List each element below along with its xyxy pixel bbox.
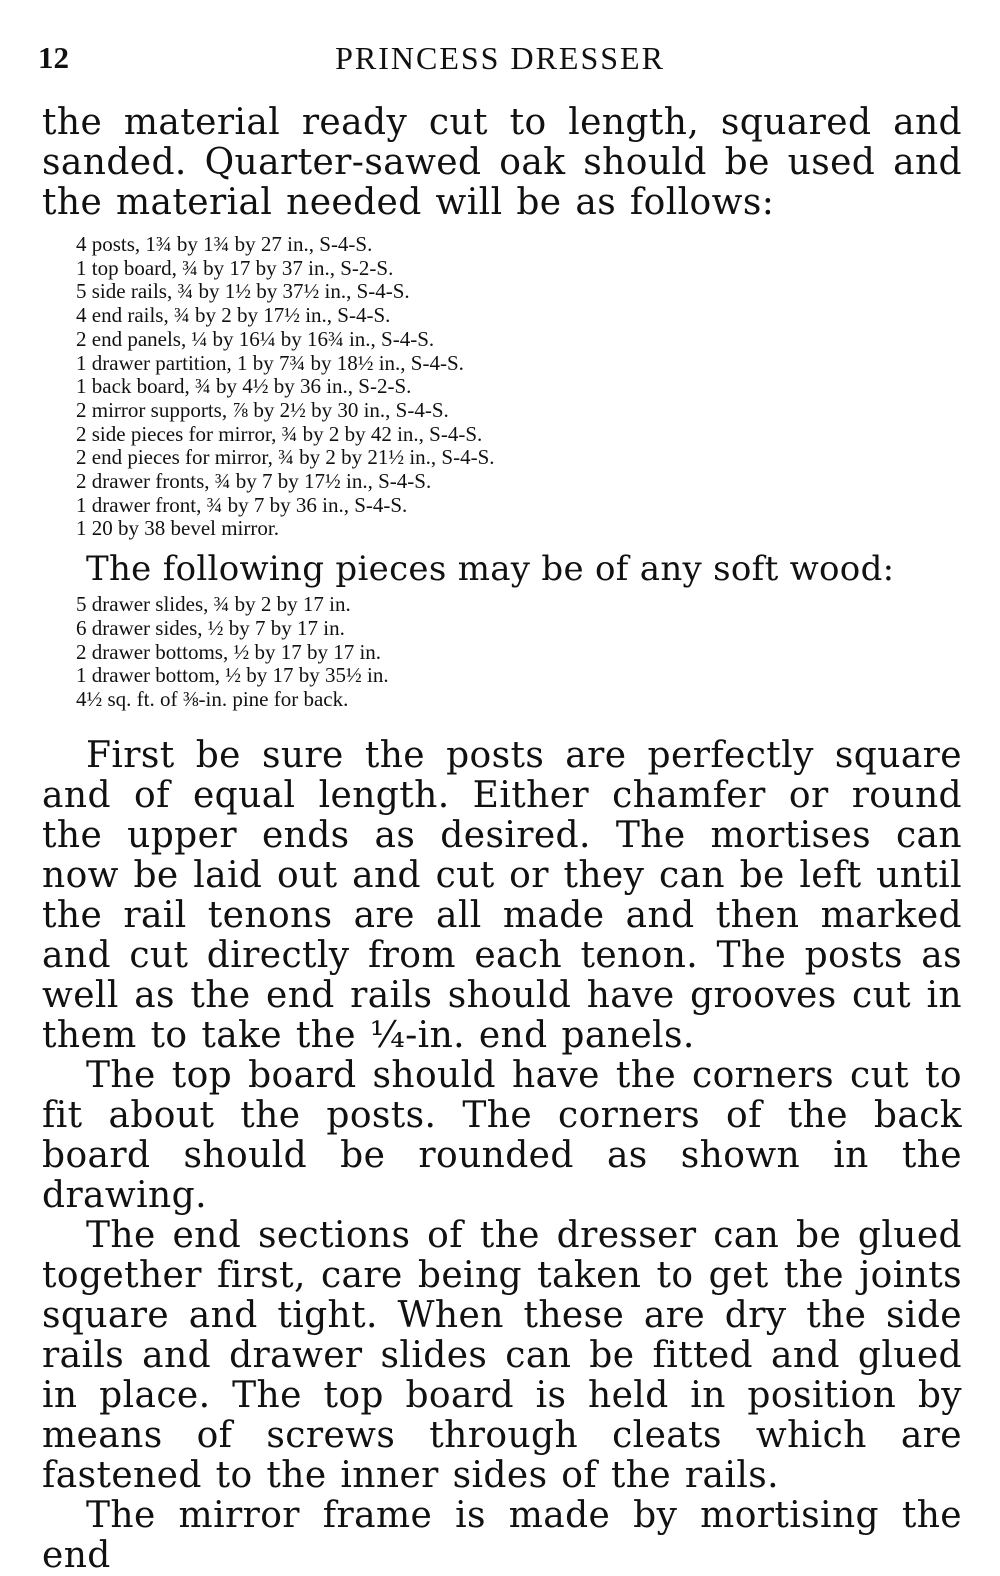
list-item: 5 drawer slides, ¾ by 2 by 17 in.	[76, 592, 351, 617]
page-number: 12	[38, 40, 69, 75]
list-item: 4 end rails, ¾ by 2 by 17½ in., S-4-S.	[76, 303, 391, 328]
list-item: 1 top board, ¾ by 17 by 37 in., S-2-S.	[76, 255, 394, 280]
page-content	[42, 103, 962, 1576]
list-item: 1 drawer partition, 1 by 7¾ by 18½ in., S-4-S.	[76, 350, 464, 375]
list-item: 1 drawer front, ¾ by 7 by 36 in., S-4-S.	[76, 492, 408, 517]
intro-paragraph: the material ready cut to length, squared and sanded. Quarter-sawed oak should be used and the material needed will be as follows:	[42, 102, 962, 223]
body-paragraph: The top board should have the corners cut to fit about the posts. The corners of the back board should be rounded as shown in the drawing.	[42, 1054, 962, 1216]
list-item: 4½ sq. ft. of ⅜-in. pine for back.	[76, 686, 349, 711]
list-item: 1 20 by 38 bevel mirror.	[76, 516, 279, 541]
soft-wood-list	[76, 593, 962, 712]
list-item: 6 drawer sides, ½ by 7 by 17 in.	[76, 615, 345, 640]
page-header	[38, 40, 962, 80]
list-item: 2 mirror supports, ⅞ by 2½ by 30 in., S-4-S.	[76, 397, 449, 422]
list-item: 2 side pieces for mirror, ¾ by 2 by 42 in., S-4-S.	[76, 421, 483, 446]
list-item: 2 end panels, ¼ by 16¼ by 16¾ in., S-4-S.	[76, 326, 435, 351]
body-paragraph: First be sure the posts are perfectly square and of equal length. Either chamfer or round the upper ends as desired. The mortises can now be laid out and cut or they can be left until the rail tenons are all made and then marked and cut directly from each tenon. The posts as well as the end rails should have grooves cut in them to take the ¼-in. end panels.	[42, 734, 962, 1056]
body-paragraph: The end sections of the dresser can be glued together first, care being taken to get the joints square and tight. When these are dry the side rails and drawer slides can be fitted and glued in place. The top board is held in position by means of screws through cleats which are fastened to the inner sides of the rails.	[42, 1214, 962, 1496]
oak-materials-list	[76, 233, 962, 541]
running-head: PRINCESS DRESSER	[335, 40, 665, 76]
list-item: 4 posts, 1¾ by 1¾ by 27 in., S-4-S.	[76, 232, 373, 256]
list-item: 2 end pieces for mirror, ¾ by 2 by 21½ in., S-4-S.	[76, 445, 495, 470]
list-item: 1 drawer bottom, ½ by 17 by 35½ in.	[76, 663, 389, 688]
list-item: 2 drawer bottoms, ½ by 17 by 17 in.	[76, 639, 382, 664]
list-item: 2 drawer fronts, ¾ by 7 by 17½ in., S-4-S.	[76, 469, 432, 494]
soft-wood-heading: The following pieces may be of any soft wood:	[86, 549, 895, 590]
list-item: 5 side rails, ¾ by 1½ by 37½ in., S-4-S.	[76, 279, 410, 304]
list-item: 1 back board, ¾ by 4½ by 36 in., S-2-S.	[76, 374, 412, 399]
body-paragraph: The mirror frame is made by mortising the end	[42, 1494, 962, 1576]
